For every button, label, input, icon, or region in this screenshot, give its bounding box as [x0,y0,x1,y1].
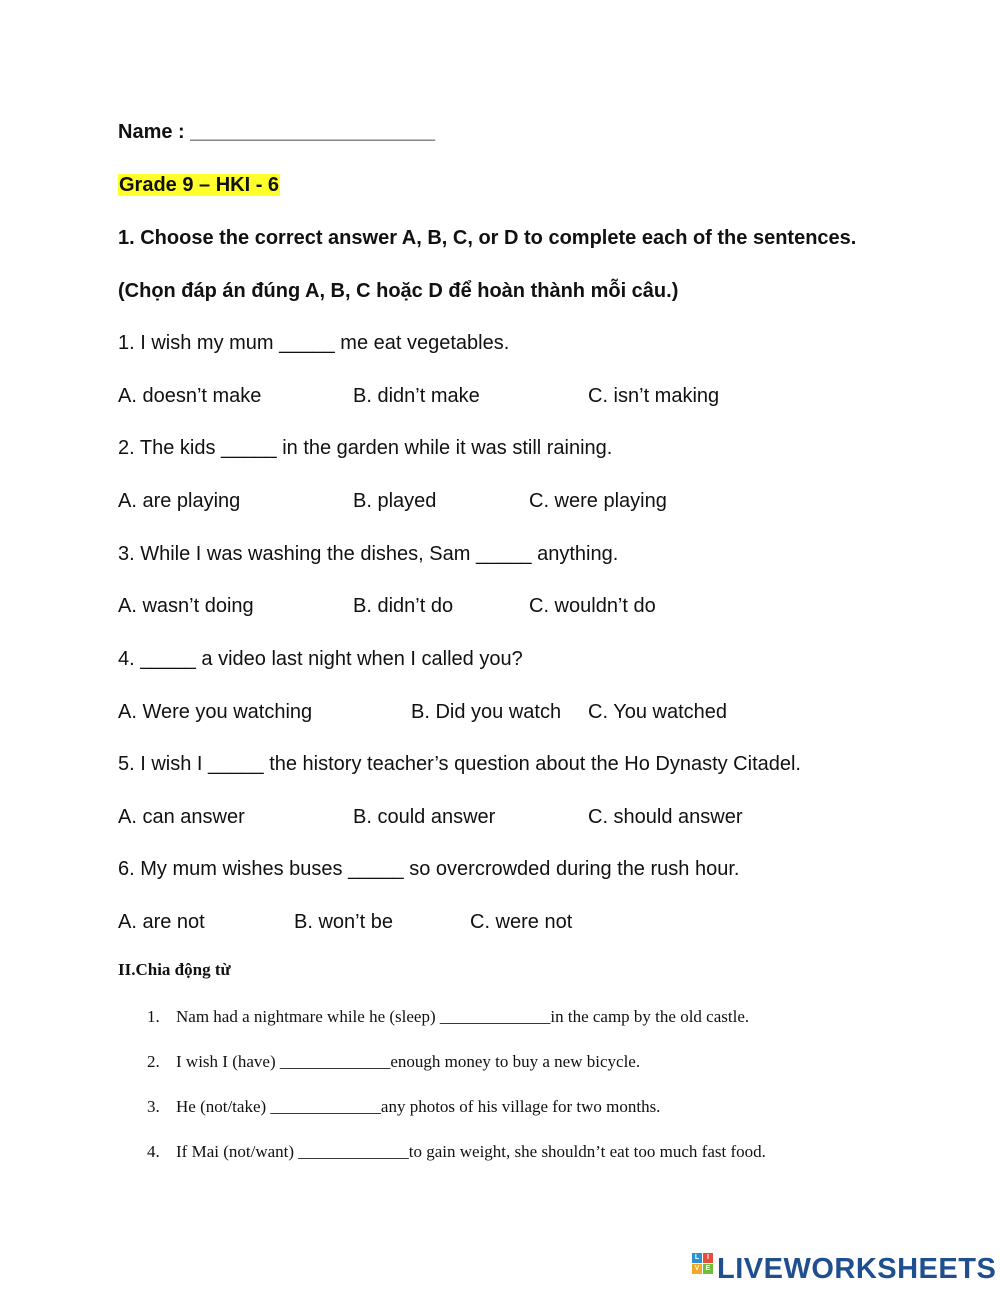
instruction-english: 1. Choose the correct answer A, B, C, or D to complete each of the sentences. [118,227,857,249]
list-item-text[interactable]: If Mai (not/want) _____________to gain weight, she shouldn’t eat too much fast food. [176,1142,766,1161]
name-line: Name : ______________________ [118,121,435,143]
question-6-option-a[interactable]: A. are not [118,911,205,933]
question-5-stem: 5. I wish I _____ the history teacher’s question about the Ho Dynasty Citadel. [118,753,801,775]
question-1-option-a[interactable]: A. doesn’t make [118,385,262,407]
question-1-option-b[interactable]: B. didn’t make [353,385,480,407]
grade-highlight: Grade 9 – HKI - 6 [119,174,280,196]
list-item-text[interactable]: Nam had a nightmare while he (sleep) _____________in the camp by the old castle. [176,1007,750,1026]
question-5-option-b[interactable]: B. could answer [353,806,496,828]
question-6-stem: 6. My mum wishes buses _____ so overcrowded during the rush hour. [118,858,740,880]
question-3-option-c[interactable]: C. wouldn’t do [529,595,656,617]
list-item-text[interactable]: I wish I (have) _____________enough money to buy a new bicycle. [176,1052,641,1071]
question-2-option-c[interactable]: C. were playing [529,490,667,512]
question-5-option-a[interactable]: A. can answer [118,806,245,828]
liveworksheets-logo-text: LIVEWORKSHEETS [717,1252,997,1285]
list-item-number: 3. [147,1097,160,1116]
question-2-option-a[interactable]: A. are playing [118,490,241,512]
question-1-option-c[interactable]: C. isn’t making [588,385,720,407]
question-2-stem: 2. The kids _____ in the garden while it was still raining. [118,437,613,459]
question-6-option-c[interactable]: C. were not [470,911,573,933]
question-1-stem: 1. I wish my mum _____ me eat vegetables. [118,332,510,354]
question-2-option-b[interactable]: B. played [353,490,437,512]
question-4-option-a[interactable]: A. Were you watching [118,701,313,723]
question-3-option-b[interactable]: B. didn’t do [353,595,454,617]
question-3-stem: 3. While I was washing the dishes, Sam _____ anything. [118,543,619,565]
question-5-option-c[interactable]: C. should answer [588,806,743,828]
list-item-number: 1. [147,1007,160,1026]
section-2-title: II.Chia động từ [118,960,231,979]
list-item-number: 2. [147,1052,160,1071]
question-6-option-b[interactable]: B. won’t be [294,911,393,933]
liveworksheets-logo-icon: L I V E [692,1253,713,1286]
question-4-option-c[interactable]: C. You watched [588,701,727,723]
list-item-number: 4. [147,1142,160,1161]
list-item-text[interactable]: He (not/take) _____________any photos of his village for two months. [176,1097,661,1116]
question-4-option-b[interactable]: B. Did you watch [411,701,562,723]
grade-heading [118,172,280,198]
liveworksheets-logo [692,1254,996,1284]
question-3-option-a[interactable]: A. wasn’t doing [118,595,254,617]
instruction-vietnamese: (Chọn đáp án đúng A, B, C hoặc D để hoàn thành mỗi câu.) [118,280,679,302]
question-4-stem: 4. _____ a video last night when I called you? [118,648,523,670]
